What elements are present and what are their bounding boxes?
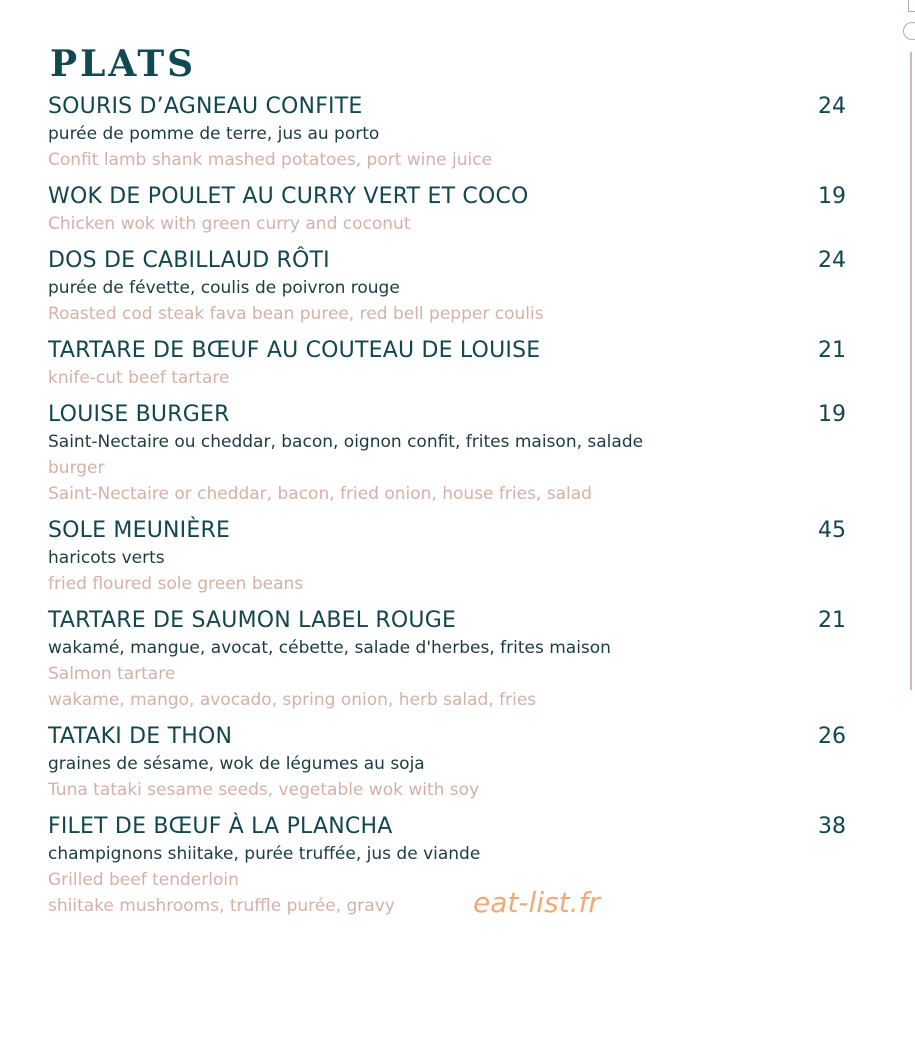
dish-price: 38 <box>818 814 846 839</box>
menu-item <box>48 183 848 237</box>
dish-name: SOURIS D’AGNEAU CONFITE <box>48 94 363 119</box>
menu-item <box>48 723 848 803</box>
dish-description-en: burger <box>48 458 105 478</box>
menu-item <box>48 93 848 173</box>
dish-name: TARTARE DE SAUMON LABEL ROUGE <box>48 608 457 633</box>
dish-description-en: Salmon tartare <box>48 664 176 684</box>
dish-description-en: Roasted cod steak fava bean puree, red bell pepper coulis <box>48 304 544 324</box>
frame-border-line <box>910 52 912 690</box>
dish-description-fr: purée de févette, coulis de poivron rouge <box>48 278 400 298</box>
dish-name: TATAKI DE THON <box>48 724 233 749</box>
dish-name: LOUISE BURGER <box>48 402 230 427</box>
dish-name: DOS DE CABILLAUD RÔTI <box>48 248 330 273</box>
menu-item <box>48 813 848 919</box>
dish-price: 24 <box>818 248 846 273</box>
dish-name: TARTARE DE BŒUF AU COUTEAU DE LOUISE <box>48 338 541 363</box>
dish-description-en: Tuna tataki sesame seeds, vegetable wok with soy <box>48 780 480 800</box>
dish-price: 45 <box>818 518 846 543</box>
dish-description-en: knife-cut beef tartare <box>48 368 230 388</box>
dish-description-fr: graines de sésame, wok de légumes au soja <box>48 754 425 774</box>
frame-ring-ornament <box>903 22 915 40</box>
dish-description-fr: purée de pomme de terre, jus au porto <box>48 124 380 144</box>
dish-description-en: Chicken wok with green curry and coconut <box>48 214 411 234</box>
dish-name: SOLE MEUNIÈRE <box>48 518 231 543</box>
dish-description-en: Grilled beef tenderloin <box>48 870 239 890</box>
menu-item <box>48 337 848 391</box>
menu-list <box>48 93 848 929</box>
section-title: PLATS <box>50 43 197 85</box>
dish-description-en: shiitake mushrooms, truffle purée, gravy <box>48 896 395 916</box>
dish-name: WOK DE POULET AU CURRY VERT ET COCO <box>48 184 529 209</box>
dish-price: 21 <box>818 608 846 633</box>
dish-price: 24 <box>818 94 846 119</box>
dish-price: 19 <box>818 402 846 427</box>
dish-price: 21 <box>818 338 846 363</box>
menu-item <box>48 401 848 507</box>
dish-description-en: Confit lamb shank mashed potatoes, port wine juice <box>48 150 493 170</box>
menu-item <box>48 607 848 713</box>
dish-description-fr: Saint-Nectaire ou cheddar, bacon, oignon confit, frites maison, salade <box>48 432 644 452</box>
dish-name: FILET DE BŒUF À LA PLANCHA <box>48 814 393 839</box>
dish-description-fr: champignons shiitake, purée truffée, jus de viande <box>48 844 481 864</box>
dish-description-en: Saint-Nectaire or cheddar, bacon, fried onion, house fries, salad <box>48 484 592 504</box>
dish-price: 19 <box>818 184 846 209</box>
dish-description-en: fried floured sole green beans <box>48 574 304 594</box>
menu-item <box>48 247 848 327</box>
dish-price: 26 <box>818 724 846 749</box>
dish-description-fr: haricots verts <box>48 548 165 568</box>
dish-description-fr: wakamé, mangue, avocat, cébette, salade d'herbes, frites maison <box>48 638 611 658</box>
watermark: eat-list.fr <box>473 886 600 919</box>
frame-corner <box>908 0 915 12</box>
menu-item <box>48 517 848 597</box>
dish-description-en: wakame, mango, avocado, spring onion, herb salad, fries <box>48 690 537 710</box>
